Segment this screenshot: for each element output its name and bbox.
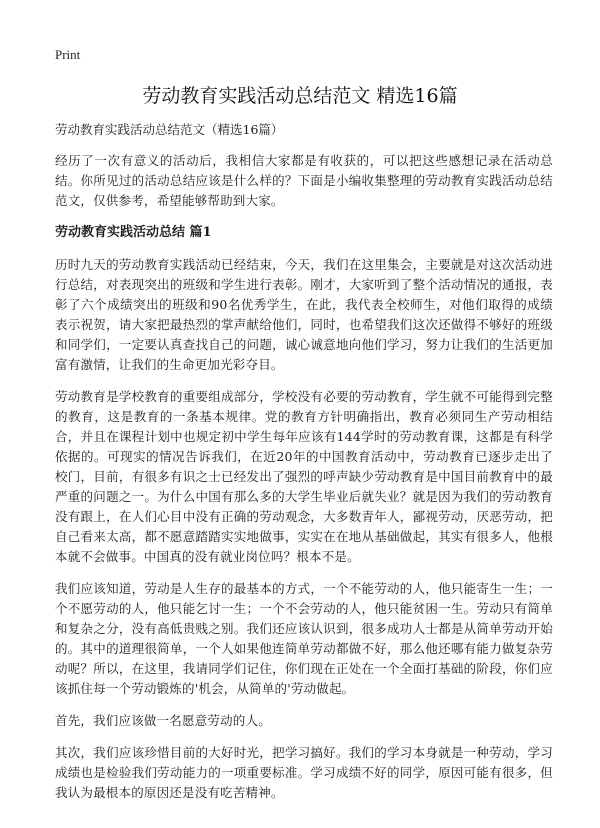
body-paragraph-4: 首先，我们应该做一名愿意劳动的人。 xyxy=(55,713,271,728)
article-body xyxy=(55,121,553,815)
section-heading: 劳动教育实践活动总结 篇1 xyxy=(55,225,212,240)
page-title: 劳动教育实践活动总结范文 精选16篇 xyxy=(142,85,458,107)
body-paragraph-5: 其次，我们应该珍惜目前的大好时光，把学习搞好。我们的学习本身就是一种劳动，学习成绩也是检验我们劳动能力的一项重要标准。学习成绩不好的同学，原因可能有很多，但我认为最根本的原因还是没有吃苦精神。 xyxy=(55,745,553,800)
body-paragraph-1: 历时九天的劳动教育实践活动已经结束，今天，我们在这里集会，主要就是对这次活动进行总结，对表现突出的班级和学生进行表彰。刚才，大家听到了整个活动情况的通报，表彰了六个成绩突出的班级和90名优秀学生，在此，我代表全校师生，对他们取得的成绩表示祝贺，请大家把最热烈的掌声献给他们，同时，也希望我们这次还做得不够好的班级和同学们，一定要认真查找自己的问题，诚心诚意地向他们学习，努力让我们的生活更加富有激情，让我们的生命更加光彩夺目。 xyxy=(55,257,553,372)
body-paragraph-3: 我们应该知道，劳动是人生存的最基本的方式，一个不能劳动的人，他只能寄生一生；一个不愿劳动的人，他只能乞讨一生；一个不会劳动的人，他只能贫困一生。劳动只有简单和复杂之分，没有高低贵贱之别。我们还应该认识到，很多成功人士都是从简单劳动开始的。其中的道理很简单，一个人如果他连简单劳动都做不好，那么他还哪有能力做复杂劳动呢？所以，在这里，我请同学们记住，你们现在正处在一个全面打基础的阶段，你们应该抓住每一个劳动锻炼的'机会，从简单的'劳动做起。 xyxy=(55,581,553,696)
print-label[interactable]: Print xyxy=(55,47,81,62)
article-subtitle: 劳动教育实践活动总结范文（精选16篇） xyxy=(55,122,284,137)
intro-paragraph: 经历了一次有意义的活动后，我相信大家都是有收获的，可以把这些感想记录在活动总结。你所见过的活动总结应该是什么样的？下面是小编收集整理的劳动教育实践活动总结范文，仅供参考，希望能够帮助到大家。 xyxy=(55,153,553,208)
body-paragraph-2: 劳动教育是学校教育的重要组成部分，学校没有必要的劳动教育，学生就不可能得到完整的教育，这是教育的一条基本规律。党的教育方针明确指出，教育必须同生产劳动相结合，并且在课程计划中也规定初中学生每年应该有144学时的劳动教育课，这都是有科学依据的。可现实的情况告诉我们，在近20年的中国教育活动中，劳动教育已逐步走出了校门，目前，有很多有识之士已经发出了强烈的呼声缺少劳动教育是中国目前教育中的最严重的问题之一。为什么中国有那么多的大学生毕业后就失业？就是因为我们的劳动教育没有跟上，在人们心目中没有正确的劳动观念，大多数青年人，鄙视劳动，厌恶劳动，把自己看来太高，都不愿意踏踏实实地做事，实实在在地从基础做起，其实有很多人，他根本就不会做事。中国真的没有就业岗位吗？根本不是。 xyxy=(55,389,553,564)
